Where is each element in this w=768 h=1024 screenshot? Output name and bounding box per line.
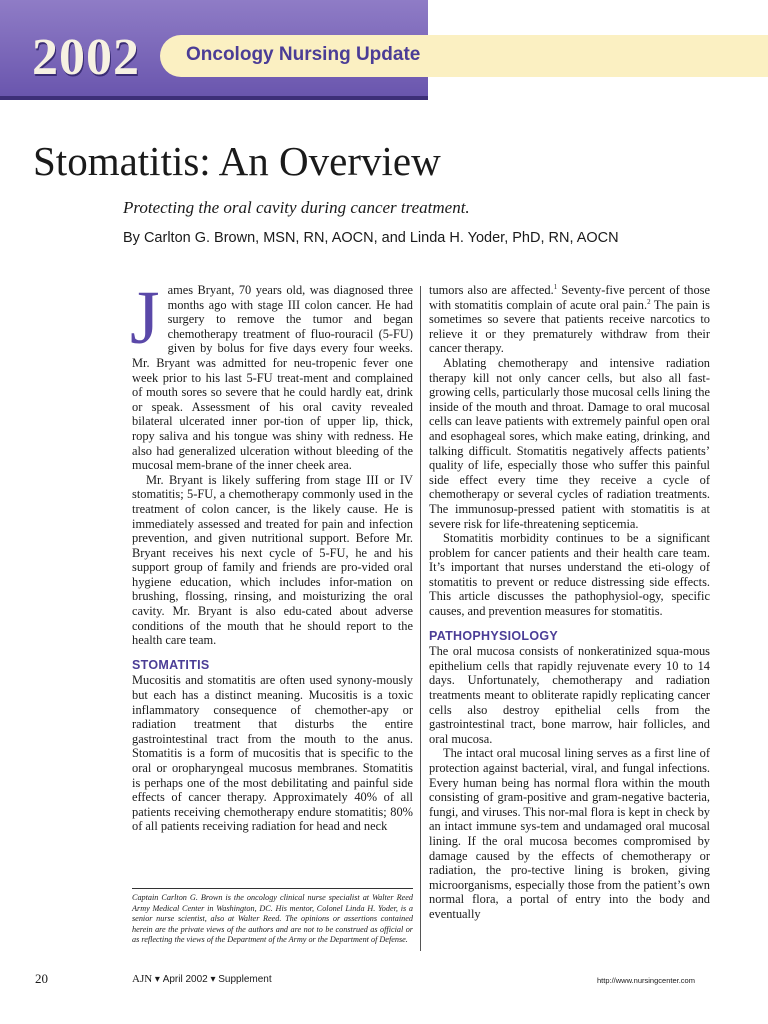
issue-date: April 2002 xyxy=(162,974,208,985)
website-url[interactable]: http://www.nursingcenter.com xyxy=(597,976,695,985)
series-title: Oncology Nursing Update xyxy=(186,44,421,65)
section-heading-pathophysiology: PATHOPHYSIOLOGY xyxy=(429,628,559,643)
series-title-pill xyxy=(160,35,768,77)
paragraph xyxy=(130,276,413,473)
journal-name: AJN xyxy=(132,973,153,985)
paragraph: The oral mucosa consists of nonkeratinized squa-mous epithelium cells that rapidly rejuvenate every 10 to 14 days. Unfortunately, chemotherapy and radiation treatments meant to obliterate rapidly replicating cancer cells also destroy epithelial cells from the gastrointestinal tract, bone marrow, hair follicles, and oral mucosa. xyxy=(429,644,710,746)
author-footnote: Captain Carlton G. Brown is the oncology clinical nurse specialist at Walter Reed Army Medical Center in Washington, DC. His mentor, Colonel Linda H. Yoder, is a senior nurse scientist, also at Walter Reed. The opinions or assertions contained herein are the private views of the authors and are not to be construed as official or as reflecting the views of the Department of the Army or the Department of Defense. xyxy=(132,893,413,945)
paragraph: Mr. Bryant is likely suffering from stage III or IV stomatitis; 5-FU, a chemotherapy commonly used in the treatment of colon cancer, is the likely cause. He is immediately assessed and treated for pain and infection prevention, and given nutritional support. Before Mr. Bryant receives his next cycle of 5-FU, he and his support group of family and friends are pro-vided oral hygiene education, which includes infor-mation on brushing, flossing, rinsing, and moisturizing the oral cavity. Mr. Bryant is also edu-cated about adverse conditions of the mouth that he should report to the health care team. xyxy=(132,472,413,648)
paragraph: Stomatitis morbidity continues to be a significant problem for cancer patients and their health care team. It’s important that nurses understand the eti-ology of stomatitis to prevent or reduce distressing side effects. This article discusses the pathophysiol-ogy, specific causes, and prevention measures for stomatitis. xyxy=(429,531,710,619)
article-subtitle: Protecting the oral cavity during cancer treatment. xyxy=(123,198,470,217)
article-title: Stomatitis: An Overview xyxy=(33,138,441,184)
issue-section: Supplement xyxy=(218,974,272,985)
drop-cap: J xyxy=(130,276,160,360)
section-heading-stomatitis: STOMATITIS xyxy=(132,657,210,672)
left-column xyxy=(130,276,413,834)
paragraph: Mucositis and stomatitis are often used synony-mously but each has a distinct meaning. Mucositis is a toxic inflammatory consequence of chemother-apy or radiation treatment that disturbs the entire gastrointestinal tract from the mouth to the anus. Stomatitis is a form of mucositis that is specific to the oral or oropharyngeal mucosus membranes. Stomatitis is perhaps one of the most debilitating and painful side effects of cancer therapy. Approximately 40% of all patients receiving chemotherapy endure stomatitis; 80% of all patients receiving radiation for head and neck xyxy=(132,673,413,834)
right-column xyxy=(429,283,710,922)
separator-icon: ▾ xyxy=(210,974,216,985)
journal-citation xyxy=(132,973,272,985)
paragraph: Ablating chemotherapy and intensive radiation therapy kill not only cancer cells, but also all fast-growing cells, particularly those mucosal cells lining the inside of the mouth and throat. Damage to oral mucosal cells can leave patients with extremely painful open oral and esophageal sores, which make eating, drinking, and talking difficult. Stomatitis negatively affects patients’ quality of life, especially those who suffer this painful side effect every time they receive a cycle of chemotherapy or several cycles of radiation treatments. The immunosup-pressed patient with stomatitis is at severe risk for life-threatening septicemia. xyxy=(429,355,710,531)
separator-icon: ▾ xyxy=(154,974,160,985)
paragraph: The intact oral mucosal lining serves as a first line of protection against bacterial, viral, and fungal infections. Every human being has normal flora within the mouth consisting of gram-positive and gram-negative bacteria, fungi, and viruses. This nor-mal flora is kept in check by an intact immune sys-tem and undamaged oral mucosal lining. If the oral mucosa becomes compromised by damage caused by the effects of chemotherapy or radiation, the pro-tective lining is broken, giving microorganisms, especially those from the patient’s own normal flora, a portal of entry into the body and eventually xyxy=(429,746,711,921)
reference-marker: 2 xyxy=(647,297,651,306)
paragraph-text: The pain is sometimes so severe that patients receive narcotics to relieve it or they prematurely withdraw from their cancer therapy. xyxy=(429,297,710,356)
header-banner-shadow xyxy=(0,96,428,100)
page-number: 20 xyxy=(35,971,48,986)
banner-year: 2002 xyxy=(32,29,140,86)
column-divider xyxy=(420,286,421,951)
paragraph-text: ames Bryant, 70 years old, was diagnosed three months ago with stage III colon cancer. He had surgery to remove the tumor and began chemotherapy treatment of fluo-rouracil (5-FU) given by bolus for five days every four weeks. Mr. Bryant was admitted for neu-tropenic fever one week prior to his last 5-FU treat-ment and complained of mouth sores so severe that he could hardly eat, drink or speak. Assessment of his oral cavity revealed bilateral ulcerated inner por-tion of upper lip, thick, ropy saliva and his tongue was shiny with redness. He also had generalized ulceration without bleeding of the mucosal mem-brane of the inner cheek area. xyxy=(132,283,413,473)
paragraph xyxy=(429,283,710,356)
paragraph-text: Seventy-five percent of those with stomatitis complain of acute oral pain. xyxy=(429,283,710,312)
footnote-rule xyxy=(132,888,413,889)
article-byline: By Carlton G. Brown, MSN, RN, AOCN, and Linda H. Yoder, PhD, RN, AOCN xyxy=(123,230,619,246)
reference-marker: 1 xyxy=(553,283,558,291)
paragraph-text: tumors also are affected. xyxy=(429,283,554,297)
